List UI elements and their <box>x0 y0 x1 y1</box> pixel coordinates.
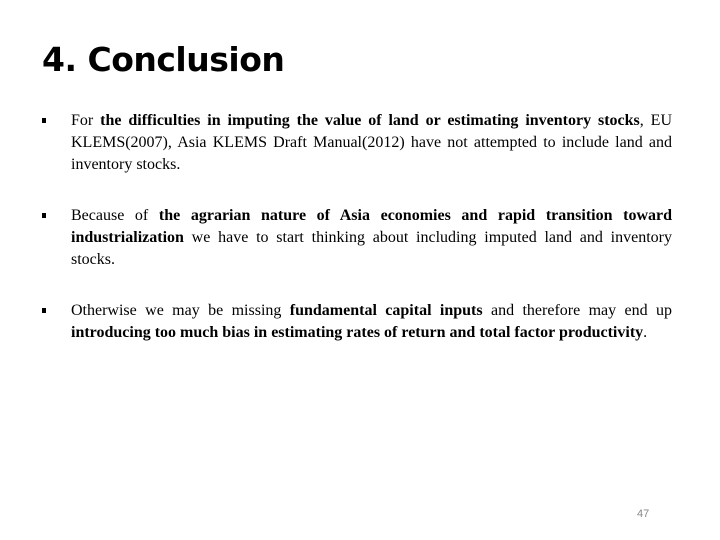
bold-text: the agrarian nature of Asia economies and rapid transition toward industrialization <box>71 207 672 246</box>
slide-title: 4. Conclusion <box>42 40 285 79</box>
bold-text: fundamental capital inputs <box>289 302 483 319</box>
bullet-item <box>42 205 672 271</box>
bullet-item <box>42 110 672 176</box>
text: Because of <box>71 207 159 224</box>
bullet-list <box>42 110 672 373</box>
bold-text: introducing too much bias in estimating rates of return and total factor productivity <box>71 324 644 341</box>
page-number: 47 <box>637 508 650 520</box>
bullet-icon <box>42 213 46 218</box>
bullet-item <box>42 300 672 344</box>
text: Otherwise we may be missing <box>71 302 290 319</box>
bullet-icon <box>42 308 46 313</box>
bullet-icon <box>42 118 46 123</box>
bold-text: the difficulties in imputing the value of land or estimating inventory stocks <box>100 112 640 129</box>
text: and therefore may end up <box>482 302 672 319</box>
text: we have to start thinking about including imputed land and inventory stocks. <box>71 229 672 268</box>
text: , EU KLEMS(2007), Asia KLEMS Draft Manual(2012) have not attempted to include land and inventory stocks. <box>71 112 673 173</box>
text: For <box>71 112 101 129</box>
text: . <box>643 324 648 341</box>
